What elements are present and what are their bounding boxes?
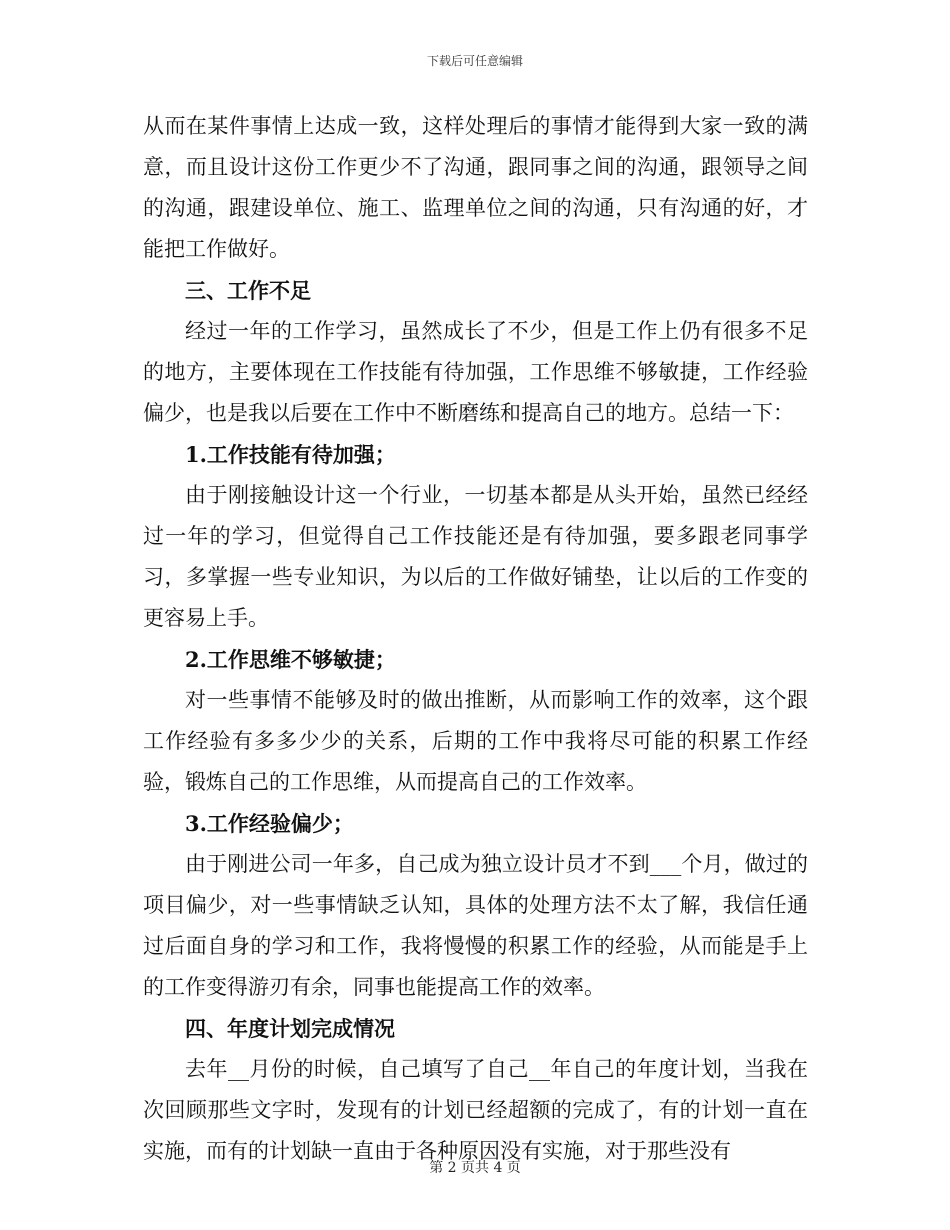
paragraph-continuation: 从而在某件事情上达成一致，这样处理后的事情才能得到大家一致的满意，而且设计这份工作更少不了沟通，跟同事之间的沟通，跟领导之间的沟通，跟建设单位、施工、监理单位之间的沟通，只有沟通的好，才能把工作做好。: [143, 114, 808, 261]
section-heading-3: 三、工作不足: [185, 278, 311, 303]
document-body: [143, 106, 808, 1172]
paragraph-shortcomings: 经过一年的工作学习，虽然成长了不少，但是工作上仍有很多不足的地方，主要体现在工作技能有待加强，工作思维不够敏捷，工作经验偏少，也是我以后要在工作中不断磨练和提高自己的地方。总结一下：: [143, 319, 808, 425]
subheading-3: 3.工作经验偏少；: [185, 811, 354, 836]
page-header: 下载后可任意编辑: [426, 54, 523, 68]
subheading-1: 1.工作技能有待加强；: [185, 442, 396, 467]
paragraph-thinking: 对一些事情不能够及时的做出推断，从而影响工作的效率，这个跟工作经验有多多少少的关系，后期的工作中我将尽可能的积累工作经验，锻炼自己的工作思维，从而提高自己的工作效率。: [143, 688, 808, 794]
paragraph-annual-plan: 去年__月份的时候，自己填写了自己__年自己的年度计划，当我在次回顾那些文字时，发现有的计划已经超额的完成了，有的计划一直在实施，而有的计划缺一直由于各种原因没有实施，对于那些没有: [143, 1057, 808, 1163]
paragraph-skills: 由于刚接触设计这一个行业，一切基本都是从头开始，虽然已经经过一年的学习，但觉得自己工作技能还是有待加强，要多跟老同事学习，多掌握一些专业知识，为以后的工作做好铺垫，让以后的工作变的更容易上手。: [143, 483, 808, 630]
subheading-2: 2.工作思维不够敏捷；: [185, 647, 396, 672]
paragraph-experience: 由于刚进公司一年多，自己成为独立设计员才不到___个月，做过的项目偏少，对一些事情缺乏认知，具体的处理方法不太了解，我信任通过后面自身的学习和工作，我将慢慢的积累工作的经验，从而能是手上的工作变得游刃有余，同事也能提高工作的效率。: [143, 852, 808, 999]
section-heading-4: 四、年度计划完成情况: [185, 1016, 395, 1041]
page-footer: 第 2 页共 4 页: [429, 1160, 521, 1176]
